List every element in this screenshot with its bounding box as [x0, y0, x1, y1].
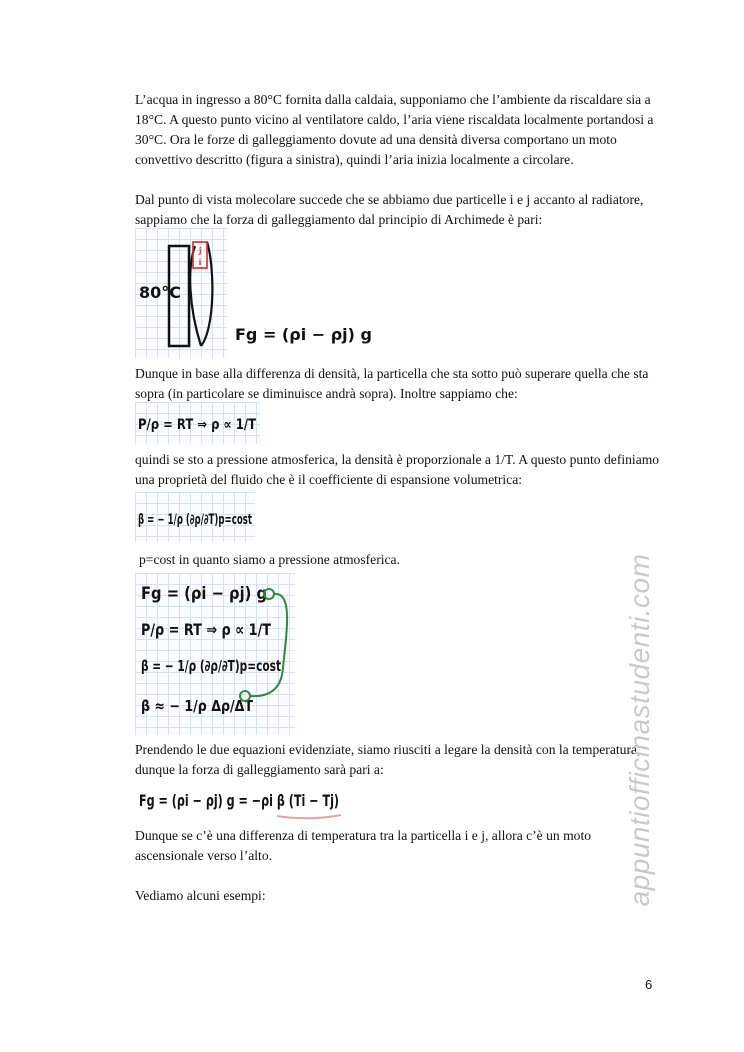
equation-summary-drawing: [135, 573, 295, 735]
watermark: [622, 540, 658, 920]
final-equation-drawing: [135, 780, 345, 822]
figure-final-equation: [135, 780, 345, 822]
beta-definition-equation: β = − 1/ρ (∂ρ/∂T)p=cost: [138, 512, 253, 528]
paragraph-intro: L’acqua in ingresso a 80°C fornita dalla caldaia, supponiamo che l’ambiente da riscaldare sia a 18°C. A questo punto vicino al ventilatore caldo, l’aria viene riscaldata localmente portandosi a 30°C. Ora le forze di galleggiamento dovute ad una densità diversa comportano un moto convettivo descritto (figura a sinistra), quindi l’aria inizia localmente a circolare.: [135, 92, 654, 167]
paragraph-linking: Prendendo le due equazioni evidenziate, siamo riusciti a legare la densità con la temperatura, dunque la forza di galleggiamento sarà pari a:: [135, 742, 641, 777]
paragraph-molecular: Dal punto di vista molecolare succede che se abbiamo due particelle i e j accanto al radiatore, sappiamo che la forza di galleggiamento dal principio di Archimede è pari:: [135, 192, 644, 227]
paragraph-constant-pressure: p=cost in quanto siamo a pressione atmosferica.: [139, 552, 400, 567]
figure-expansion-coefficient: [135, 492, 255, 542]
figure-radiator-sketch: [135, 228, 372, 358]
figure-equation-summary: [135, 573, 295, 735]
green-link-arrow: [250, 594, 287, 696]
expansion-coefficient-drawing: [135, 492, 255, 542]
particle-j-label: j: [198, 245, 202, 255]
buoyancy-equation: Fg = (ρi − ρj) g: [235, 325, 372, 344]
final-buoyancy-equation: Fg = (ρi − ρj) g = −ρi β (Ti − Tj): [139, 791, 339, 810]
paragraph-density-difference: Dunque in base alla differenza di densità, la particella che sta sotto può superare quella che sta sopra (in particolare se diminuisce andrà sopra). Inoltre sappiamo che:: [135, 366, 649, 401]
summary-beta-definition: β = − 1/ρ (∂ρ/∂T)p=cost: [141, 657, 281, 675]
page-number: 6: [645, 977, 653, 992]
summary-buoyancy-equation: Fg = (ρi − ρj) g: [141, 584, 267, 604]
paragraph-examples: Vediamo alcuni esempi:: [135, 888, 266, 903]
paragraph-proportional: quindi se sto a pressione atmosferica, la densità è proporzionale a 1/T. A questo punto definiamo una proprietà del fluido che è il coefficiente di espansione volumetrica:: [135, 452, 660, 487]
summary-gas-law-equation: P/ρ = RT ⇒ ρ ∝ 1/T: [141, 620, 272, 639]
radiator-sketch-drawing: [135, 228, 372, 358]
gas-law-equation: P/ρ = RT ⇒ ρ ∝ 1/T: [138, 417, 257, 433]
summary-beta-approximation: β ≈ − 1/ρ Δρ/ΔT: [141, 697, 254, 715]
figure-gas-law: [135, 402, 260, 444]
watermark-text: appuntiofficinastudenti.com: [624, 553, 655, 907]
gas-law-drawing: [135, 402, 260, 444]
particle-i-label: i: [198, 257, 202, 267]
radiator-temperature-label: 80°C: [139, 283, 182, 302]
paragraph-ascending-motion: Dunque se c’è una differenza di temperatura tra la particella i e j, allora c’è un moto ascensionale verso l’alto.: [135, 828, 592, 863]
final-equation-underline: [277, 815, 341, 818]
